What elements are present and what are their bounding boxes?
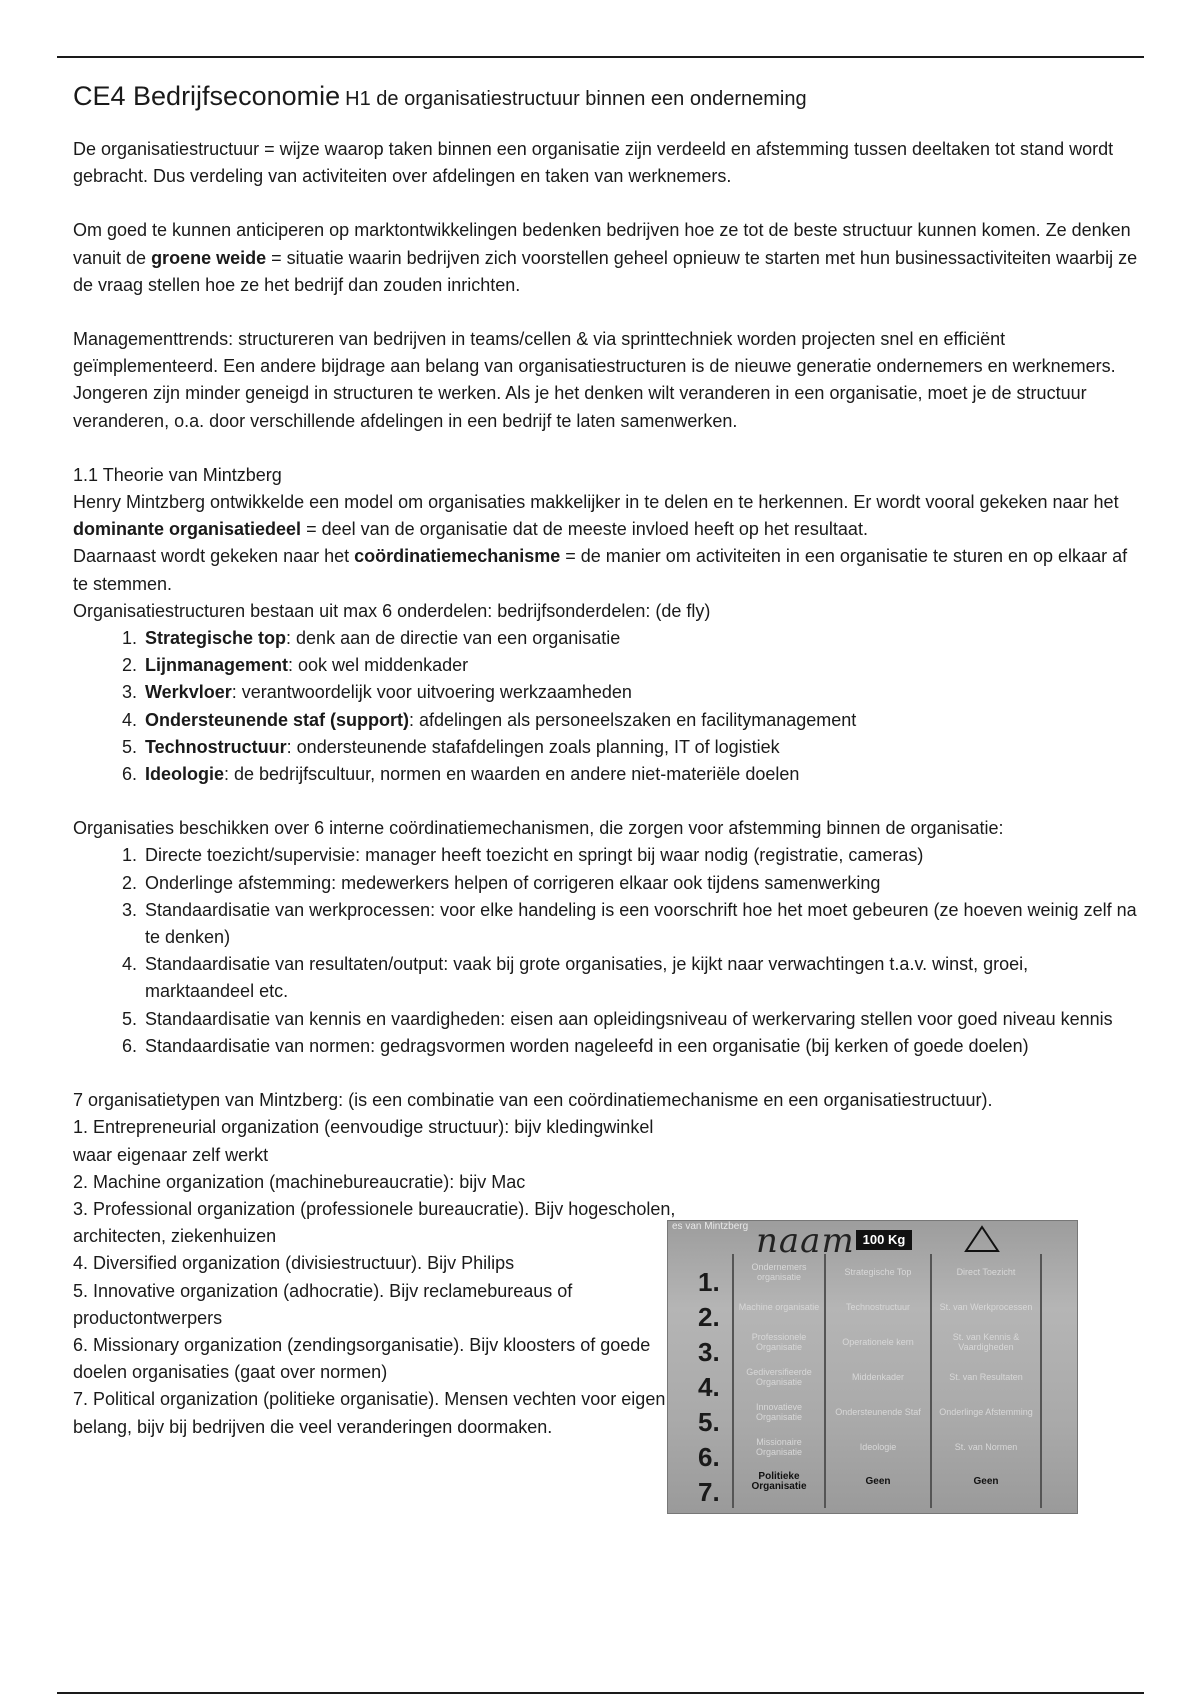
section-heading: 1.1 Theorie van Mintzberg xyxy=(73,464,282,485)
table-cell: St. van Normen xyxy=(954,1441,1018,1452)
text-run: Om goed te kunnen anticiperen op marktontwikkelingen bedenken bedrijven hoe ze tot de beste structuur kunnen komen. Ze denken vanuit de xyxy=(73,220,1131,268)
row-numbers xyxy=(698,1265,728,1510)
type-item: 6. Missionary organization (zendingsorganisatie). Bijv kloosters of goede doelen organisaties (gaat over normen) xyxy=(73,1334,651,1383)
row-number: 6. xyxy=(698,1442,720,1472)
table-cell: Ideologie xyxy=(859,1441,897,1452)
column-mechanism xyxy=(930,1254,1042,1508)
table-cell: Professionele Organisatie xyxy=(751,1331,807,1352)
table-cell: Missionaire Organisatie xyxy=(755,1436,803,1457)
top-rule xyxy=(57,56,1144,58)
row-number: 1. xyxy=(698,1267,720,1297)
paragraph-groene-weide xyxy=(73,217,1138,299)
list-text: : denk aan de directie van een organisatie xyxy=(286,628,621,649)
bold-term: Werkvloer xyxy=(145,682,232,703)
list-number: 1. xyxy=(121,845,137,866)
table-cell: Direct Toezicht xyxy=(956,1266,1016,1277)
paragraph-mechanisms-intro: Organisaties beschikken over 6 interne coördinatiemechanismen, die zorgen voor afstemming binnen de organisatie: xyxy=(73,818,1004,839)
triangle-icon xyxy=(964,1225,1000,1253)
bold-term: Strategische top xyxy=(145,628,287,649)
list-item xyxy=(73,761,1138,788)
table-cell: Politieke Organisatie xyxy=(751,1470,807,1492)
column-organisation xyxy=(732,1254,826,1508)
list-text: : de bedrijfscultuur, normen en waarden en andere niet-materiële doelen xyxy=(224,764,800,785)
bold-term: Lijnmanagement xyxy=(145,655,289,676)
bold-term: dominante organisatiedeel xyxy=(73,519,302,540)
paragraph-types-intro: 7 organisatietypen van Mintzberg: (is een combinatie van een coördinatiemechanisme en een organisatiestructuur). xyxy=(73,1090,993,1111)
list-number: 4. xyxy=(121,709,137,730)
list-text: Directe toezicht/supervisie: manager heeft toezicht en springt bij waar nodig (registratie, cameras) xyxy=(145,845,924,866)
table-cell: Innovatieve Organisatie xyxy=(755,1401,803,1422)
list-number: 6. xyxy=(121,1035,137,1056)
text-run: = situatie waarin bedrijven zich voorstellen geheel opnieuw te starten met hun businessactiviteiten waarbij ze de vraag stellen hoe ze het bedrijf dan zouden inrichten. xyxy=(73,247,1138,295)
list-text: : verantwoordelijk voor uitvoering werkzaamheden xyxy=(231,682,632,703)
table-cell: Technostructuur xyxy=(845,1301,911,1312)
bold-term: coördinatiemechanisme xyxy=(354,546,561,567)
list-number: 3. xyxy=(121,899,137,920)
bold-term: groene weide xyxy=(151,247,267,268)
list-text: Onderlinge afstemming: medewerkers helpen of corrigeren elkaar ook tijdens samenwerking xyxy=(145,872,881,893)
list-item xyxy=(73,1006,1138,1033)
type-item: 7. Political organization (politieke organisatie). Mensen vechten voor eigen belang, bijv bij bedrijven die veel veranderingen doormaken. xyxy=(73,1389,666,1437)
types-list xyxy=(73,1114,693,1440)
bold-term: Ondersteunende staf (support) xyxy=(145,709,410,730)
column-key-part xyxy=(824,1254,932,1508)
text-run: Henry Mintzberg ontwikkelde een model om organisaties makkelijker in te delen en te herkennen. Er wordt vooral gekeken naar het xyxy=(73,492,1119,513)
list-number: 3. xyxy=(121,682,137,703)
list-item xyxy=(73,870,1138,897)
row-number: 5. xyxy=(698,1407,720,1437)
table-cell: Geen xyxy=(865,1475,891,1487)
bold-term: Ideologie xyxy=(145,764,225,785)
list-number: 6. xyxy=(121,764,137,785)
row-number: 4. xyxy=(698,1372,720,1402)
list-item xyxy=(73,842,1138,869)
list-text: : ondersteunende stafafdelingen zoals planning, IT of logistiek xyxy=(286,736,780,757)
list-item xyxy=(73,625,1138,652)
title-main: CE4 Bedrijfseconomie xyxy=(73,81,341,111)
text-run: = de manier om activiteiten in een organisatie te sturen en op elkaar af te stemmen. xyxy=(73,546,1128,594)
weight-icon: 100 Kg xyxy=(856,1230,912,1250)
list-item xyxy=(73,1033,1138,1060)
type-item: 2. Machine organization (machinebureaucratie): bijv Mac xyxy=(73,1171,526,1192)
handwritten-naam: naam xyxy=(756,1221,855,1261)
table-cell: Gediversifieerde Organisatie xyxy=(746,1366,812,1387)
list-number: 2. xyxy=(121,655,137,676)
bold-term: Technostructuur xyxy=(145,736,287,757)
table-cell: Operationele kern xyxy=(842,1336,914,1347)
list-item xyxy=(73,734,1138,761)
table-cell: Strategische Top xyxy=(844,1266,912,1277)
list-number: 1. xyxy=(121,628,137,649)
list-number: 5. xyxy=(121,736,137,757)
list-text: Standaardisatie van werkprocessen: voor elke handeling is een voorschrift hoe het moet gebeuren (ze hoeven weinig zelf na te denken) xyxy=(145,899,1137,948)
list-text: : afdelingen als personeelszaken en facilitymanagement xyxy=(409,709,857,730)
text-run: Daarnaast wordt gekeken naar het xyxy=(73,546,355,567)
table-cell: Middenkader xyxy=(851,1371,905,1382)
text-run: = deel van de organisatie dat de meeste invloed heeft op het resultaat. xyxy=(301,519,868,540)
table-cell: St. van Kennis & Vaardigheden xyxy=(952,1331,1020,1352)
paragraph-mintzberg xyxy=(73,489,1138,543)
list-item xyxy=(73,652,1138,679)
list-number: 5. xyxy=(121,1008,137,1029)
table-cell: Onderlinge Afstemming xyxy=(939,1406,1033,1417)
table-cell: Ondersteunende Staf xyxy=(835,1406,921,1417)
list-item xyxy=(73,951,1138,1005)
type-item: 4. Diversified organization (divisiestructuur). Bijv Philips xyxy=(73,1253,515,1274)
table-cell: Geen xyxy=(973,1475,999,1487)
list-text: Standaardisatie van resultaten/output: vaak bij grote organisaties, je kijkt naar verwachtingen t.a.v. winst, groei, marktaandeel etc. xyxy=(145,954,1029,1002)
list-text: Standaardisatie van normen: gedragsvormen worden nageleefd in een organisatie (bij kerken of goede doelen) xyxy=(145,1035,1029,1056)
list-text: : ook wel middenkader xyxy=(288,655,469,676)
paragraph-parts-intro: Organisatiestructuren bestaan uit max 6 onderdelen: bedrijfsonderdelen: (de fly) xyxy=(73,600,711,621)
list-item xyxy=(73,707,1138,734)
list-text: Standaardisatie van kennis en vaardigheden: eisen aan opleidingsniveau of werkervaring stellen voor goed niveau kennis xyxy=(145,1008,1113,1029)
list-item xyxy=(73,679,1138,706)
paragraph-managementtrends: Managementtrends: structureren van bedrijven in teams/cellen & via sprinttechniek worden projecten snel en efficiënt geïmplementeerd. Een andere bijdrage aan belang van organisatiestructuren is de nieuwe generatie ondernemers en werknemers. Jongeren zijn minder geneigd in structuren te werken. Als je het denken wilt veranderen in een organisatie, moet je de structuur veranderen, o.a. door verschillende afdelingen in een bedrijf te laten samenwerken. xyxy=(73,329,1116,431)
type-item: 3. Professional organization (professionele bureaucratie). Bijv hogescholen, architecten, ziekenhuizen xyxy=(73,1198,676,1247)
parts-list xyxy=(73,625,1138,788)
paragraph-definition: De organisatiestructuur = wijze waarop taken binnen een organisatie zijn verdeeld en afstemming tussen deeltaken tot stand wordt gebracht. Dus verdeling van activiteiten over afdelingen en taken van werknemers. xyxy=(73,139,1114,187)
table-cell: St. van Werkprocessen xyxy=(939,1301,1033,1312)
document-title xyxy=(73,76,1138,119)
table-cell: Machine organisatie xyxy=(738,1301,820,1312)
bottom-rule xyxy=(57,1692,1144,1694)
title-subtitle: H1 de organisatiestructuur binnen een onderneming xyxy=(345,88,807,110)
list-item xyxy=(73,897,1138,951)
type-item: 1. Entrepreneurial organization (eenvoudige structuur): bijv kledingwinkel waar eigenaar zelf werkt xyxy=(73,1117,654,1165)
table-cell: St. van Resultaten xyxy=(949,1371,1023,1382)
mintzberg-table-photo xyxy=(667,1220,1078,1514)
row-number: 7. xyxy=(698,1477,720,1507)
mechanisms-list xyxy=(73,842,1138,1060)
row-number: 3. xyxy=(698,1337,720,1367)
row-number: 2. xyxy=(698,1302,720,1332)
table-cell: Ondernemers organisatie xyxy=(751,1261,807,1282)
photo-caption: es van Mintzberg xyxy=(672,1221,749,1232)
list-number: 2. xyxy=(121,872,137,893)
paragraph-coordination xyxy=(73,543,1138,597)
type-item: 5. Innovative organization (adhocratie). Bijv reclamebureaus of productontwerpers xyxy=(73,1280,573,1328)
list-number: 4. xyxy=(121,954,137,975)
